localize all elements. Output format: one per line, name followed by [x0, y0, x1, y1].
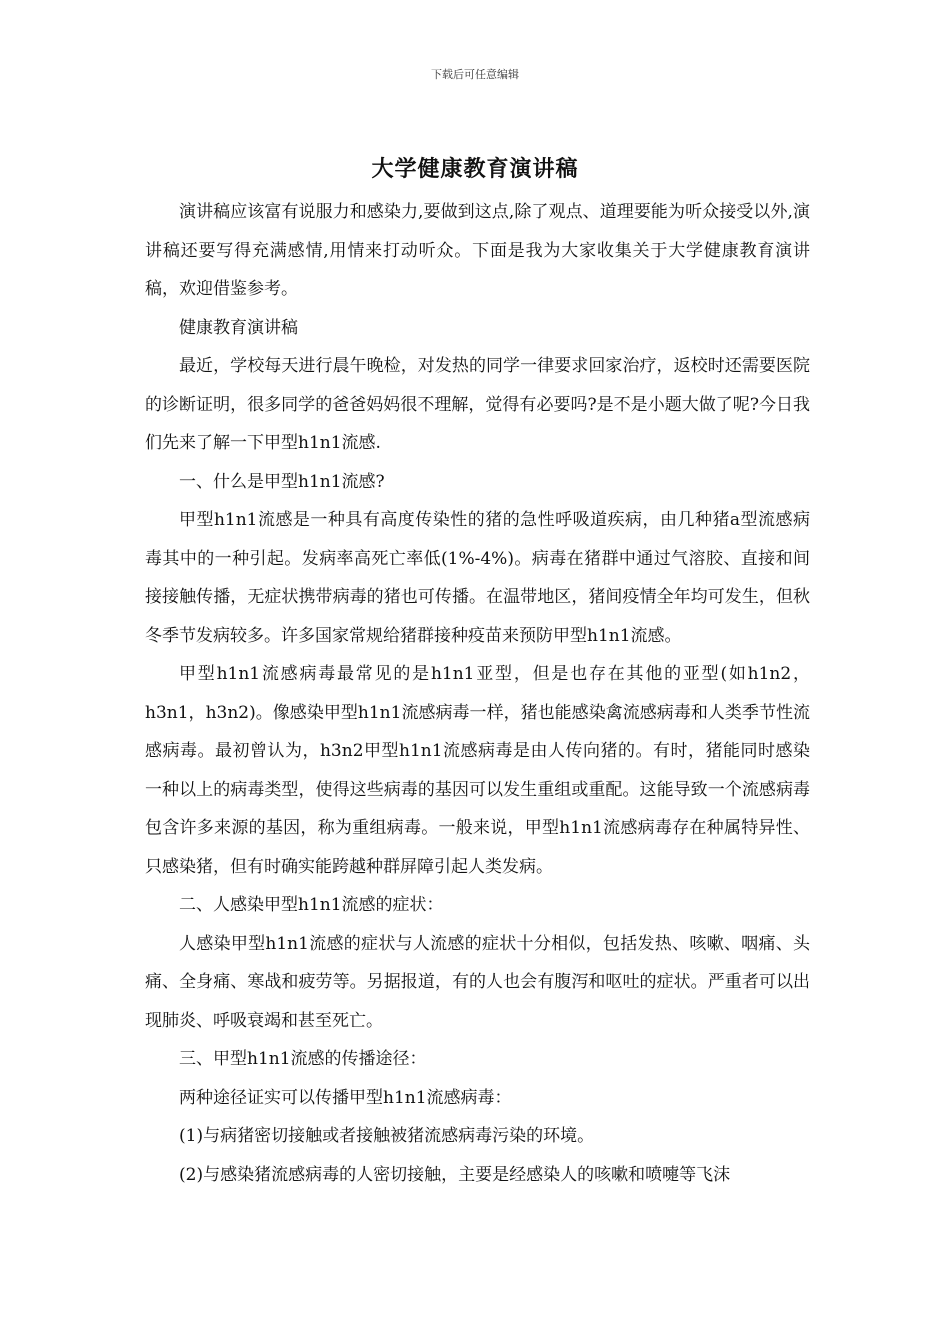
body-paragraph: 最近，学校每天进行晨午晚检，对发热的同学一律要求回家治疗，返校时还需要医院的诊断证明，很多同学的爸爸妈妈很不理解，觉得有必要吗?是不是小题大做了呢?今日我们先来了解一下甲型h1n1流感.: [145, 356, 810, 453]
body-paragraph: 人感染甲型h1n1流感的症状与人流感的症状十分相似，包括发热、咳嗽、咽痛、头痛、全身痛、寒战和疲劳等。另据报道，有的人也会有腹泻和呕吐的症状。严重者可以出现肺炎、呼吸衰竭和甚至死亡。: [145, 933, 810, 1031]
body-paragraph: 甲型h1n1流感病毒最常见的是h1n1亚型，但是也存在其他的亚型(如h1n2，h3n1，h3n2)。像感染甲型h1n1流感病毒一样，猪也能感染禽流感病毒和人类季节性流感病毒。最初曾认为，h3n2甲型h1n1流感病毒是由人传向猪的。有时，猪能同时感染一种以上的病毒类型，使得这些病毒的基因可以发生重组或重配。这能导致一个流感病毒包含许多来源的基因，称为重组病毒。一般来说，甲型h1n1流感病毒存在种属特异性、只感染猪，但有时确实能跨越种群屏障引起人类发病。: [145, 664, 810, 877]
document-title: 大学健康教育演讲稿: [371, 156, 579, 182]
body-paragraph: 甲型h1n1流感是一种具有高度传染性的猪的急性呼吸道疾病，由几种猪a型流感病毒其中的一种引起。发病率高死亡率低(1%-4%)。病毒在猪群中通过气溶胶、直接和间接接触传播，无症状携带病毒的猪也可传播。在温带地区，猪间疫情全年均可发生，但秋冬季节发病较多。许多国家常规给猪群接种疫苗来预防甲型h1n1流感。: [145, 510, 810, 646]
section-heading-symptoms: 二、人感染甲型h1n1流感的症状：: [179, 895, 444, 915]
document-body: [145, 193, 810, 1194]
section-heading-transmission: 三、甲型h1n1流感的传播途径：: [179, 1049, 427, 1069]
body-paragraph: 两种途径证实可以传播甲型h1n1流感病毒：: [179, 1087, 512, 1108]
section-heading-speech: 健康教育演讲稿: [179, 317, 298, 338]
intro-paragraph: 演讲稿应该富有说服力和感染力,要做到这点,除了观点、道理要能为听众接受以外,演讲稿还要写得充满感情,用情来打动听众。下面是我为大家收集关于大学健康教育演讲稿，欢迎借鉴参考。: [145, 202, 810, 299]
page-header-note: 下载后可任意编辑: [431, 68, 519, 81]
list-item: (2)与感染猪流感病毒的人密切接触，主要是经感染人的咳嗽和喷嚏等飞沫: [179, 1164, 731, 1185]
section-heading-what-is: 一、什么是甲型h1n1流感?: [179, 471, 385, 492]
list-item: (1)与病猪密切接触或者接触被猪流感病毒污染的环境。: [179, 1126, 595, 1146]
